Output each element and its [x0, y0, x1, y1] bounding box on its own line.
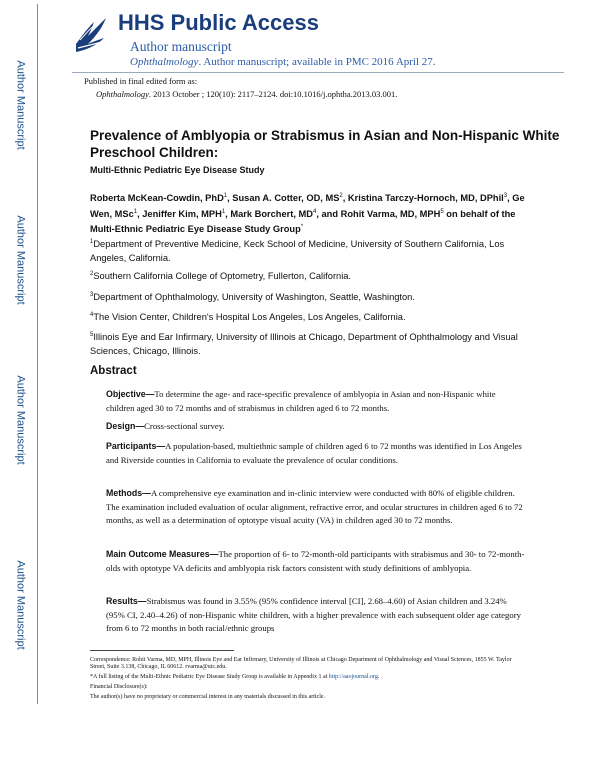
affiliation: $^4$The Vision Center, Children's Hospital Los Angeles, Los Angeles, California. [90, 312, 406, 323]
side-label-author-manuscript: Author Manuscript [15, 215, 28, 305]
header-divider [72, 72, 564, 73]
author-name: Kristina Tarczy-Hornoch, MD, DPhil [347, 193, 504, 204]
author-separator: , [342, 193, 348, 204]
author-list [90, 190, 530, 237]
abstract-main-outcome-measures: Main Outcome Measures—The proportion of 6- to 72-month-old participants with strabismus and 30- to 72-month-olds with optotype VA deficits and amblyopia risk factors consistent with study definitions of amblyopia. [106, 549, 525, 573]
footnote-disclosure: The author(s) have no proprietary or commercial interest in any materials discussed in this article. [90, 694, 326, 700]
author-separator: , [137, 208, 143, 219]
margin-divider [37, 4, 38, 704]
article-title: Prevalence of Amblyopia or Strabismus in Asian and Non-Hispanic White Preschool Children: [90, 128, 560, 160]
author-separator: , and [316, 208, 341, 219]
affiliation: $^5$Illinois Eye and Ear Infirmary, University of Illinois at Chicago, Department of Ophthalmology and Visual Sciences, Chicago, Illinois. [90, 332, 518, 356]
published-label: Published in final edited form as: [84, 76, 198, 86]
abstract-heading: Abstract [90, 365, 137, 377]
author-name: Mark Borchert, MD [230, 208, 313, 219]
availability-text: . Author manuscript; available in PMC 2016 April 27. [198, 56, 436, 68]
author-separator: , [227, 193, 233, 204]
abstract-design: Design—Cross-sectional survey. [106, 421, 225, 431]
journal-name: Ophthalmology [130, 56, 199, 68]
side-label-author-manuscript: Author Manuscript [15, 60, 28, 150]
header-availability [130, 56, 436, 68]
footnote-group: *A full listing of the Multi-Ethnic Pediatric Eye Disease Study Group is available in Appendix 1 at http://aaojournal.org. [90, 674, 380, 680]
author-separator: , [225, 208, 231, 219]
footnote-correspondence: Correspondence: Rohit Varma, MD, MPH, Illinois Eye and Ear Infirmary, University of Illinois at Chicago Department of Ophthalmology and Visual Sciences, 1855 W. Taylor Street, Suite 3.138, Chicago, IL 60612. rvarma@uic.edu. [90, 657, 512, 671]
author-affiliation-marker: 3 [503, 193, 508, 199]
author-affiliation-marker: 1 [223, 193, 228, 199]
author-affiliation-marker: 1 [133, 208, 138, 215]
author-affiliation-marker: 5 [440, 208, 444, 215]
footnote-disclosure-label: Financial Disclosure(s): [90, 684, 148, 690]
author-name: Jeniffer Kim, MPH [142, 208, 222, 219]
citation-journal: Ophthalmology [96, 89, 149, 99]
author-affiliation-marker: 4 [313, 208, 317, 215]
side-label-author-manuscript: Author Manuscript [15, 560, 28, 650]
hhs-eagle-logo-icon [72, 14, 108, 56]
author-affiliation-marker: 1 [221, 208, 226, 215]
header-subtitle: Author manuscript [130, 39, 232, 54]
author-name: Rohit Varma, MD, MPH [340, 208, 441, 219]
affiliation: $^1$Department of Preventive Medicine, Keck School of Medicine, University of Southern California, Los Angeles, California. [90, 239, 505, 263]
affiliation: $^3$Department of Ophthalmology, University of Washington, Seattle, Washington. [90, 292, 415, 303]
abstract-participants: Participants—A population-based, multiethnic sample of children aged 6 to 72 months was identified in Los Angeles and Riverside counties in California to evaluate the prevalence of ocular conditions. [106, 441, 522, 465]
author-affiliation-marker: * [300, 224, 304, 230]
author-affiliation-marker: 2 [339, 193, 343, 199]
author-name: Roberta McKean-Cowdin, PhD [90, 193, 224, 204]
affiliation: $^2$Southern California College of Optometry, Fullerton, California. [90, 271, 352, 282]
appendix-link[interactable]: http://aaojournal.org [328, 674, 378, 680]
author-separator: , [507, 193, 513, 204]
author-name: on behalf of the Multi-Ethnic Pediatric Eye Disease Study Group [90, 208, 516, 235]
author-name: Susan A. Cotter, OD, MS [232, 193, 340, 204]
citation [96, 89, 397, 99]
abstract-methods: Methods—A comprehensive eye examination and in-clinic interview were conducted with 80% of eligible children. The examination included evaluation of ocular alignment, refractive error, and ocular structures in children aged 6 to 72 months, as well as a determination of optotype visual acuity (VA) in children aged 30 to 72 months. [106, 488, 523, 526]
citation-details: . 2013 October ; 120(10): 2117–2124. doi:10.1016/j.ophtha.2013.03.001. [148, 89, 398, 99]
page-title: HHS Public Access [118, 10, 319, 35]
author-name: Ge Wen, MSc [90, 193, 525, 219]
abstract-objective: Objective—To determine the age- and race-specific prevalence of amblyopia in Asian and non-Hispanic white children aged 30 to 72 months and of strabismus in children aged 6 to 72 months. [106, 389, 496, 413]
side-label-author-manuscript: Author Manuscript [15, 375, 28, 465]
abstract-results: Results—Strabismus was found in 3.55% (95% confidence interval [CI], 2.68–4.60) of Asian children and 3.24% (95% CI, 2.40–4.26) of non-Hispanic white children, with a higher prevalence with each subsequent older age category from 6 to 72 months in both racial/ethnic groups [106, 596, 521, 634]
footnote-divider [90, 650, 234, 651]
article-subtitle: Multi-Ethnic Pediatric Eye Disease Study [90, 165, 265, 175]
